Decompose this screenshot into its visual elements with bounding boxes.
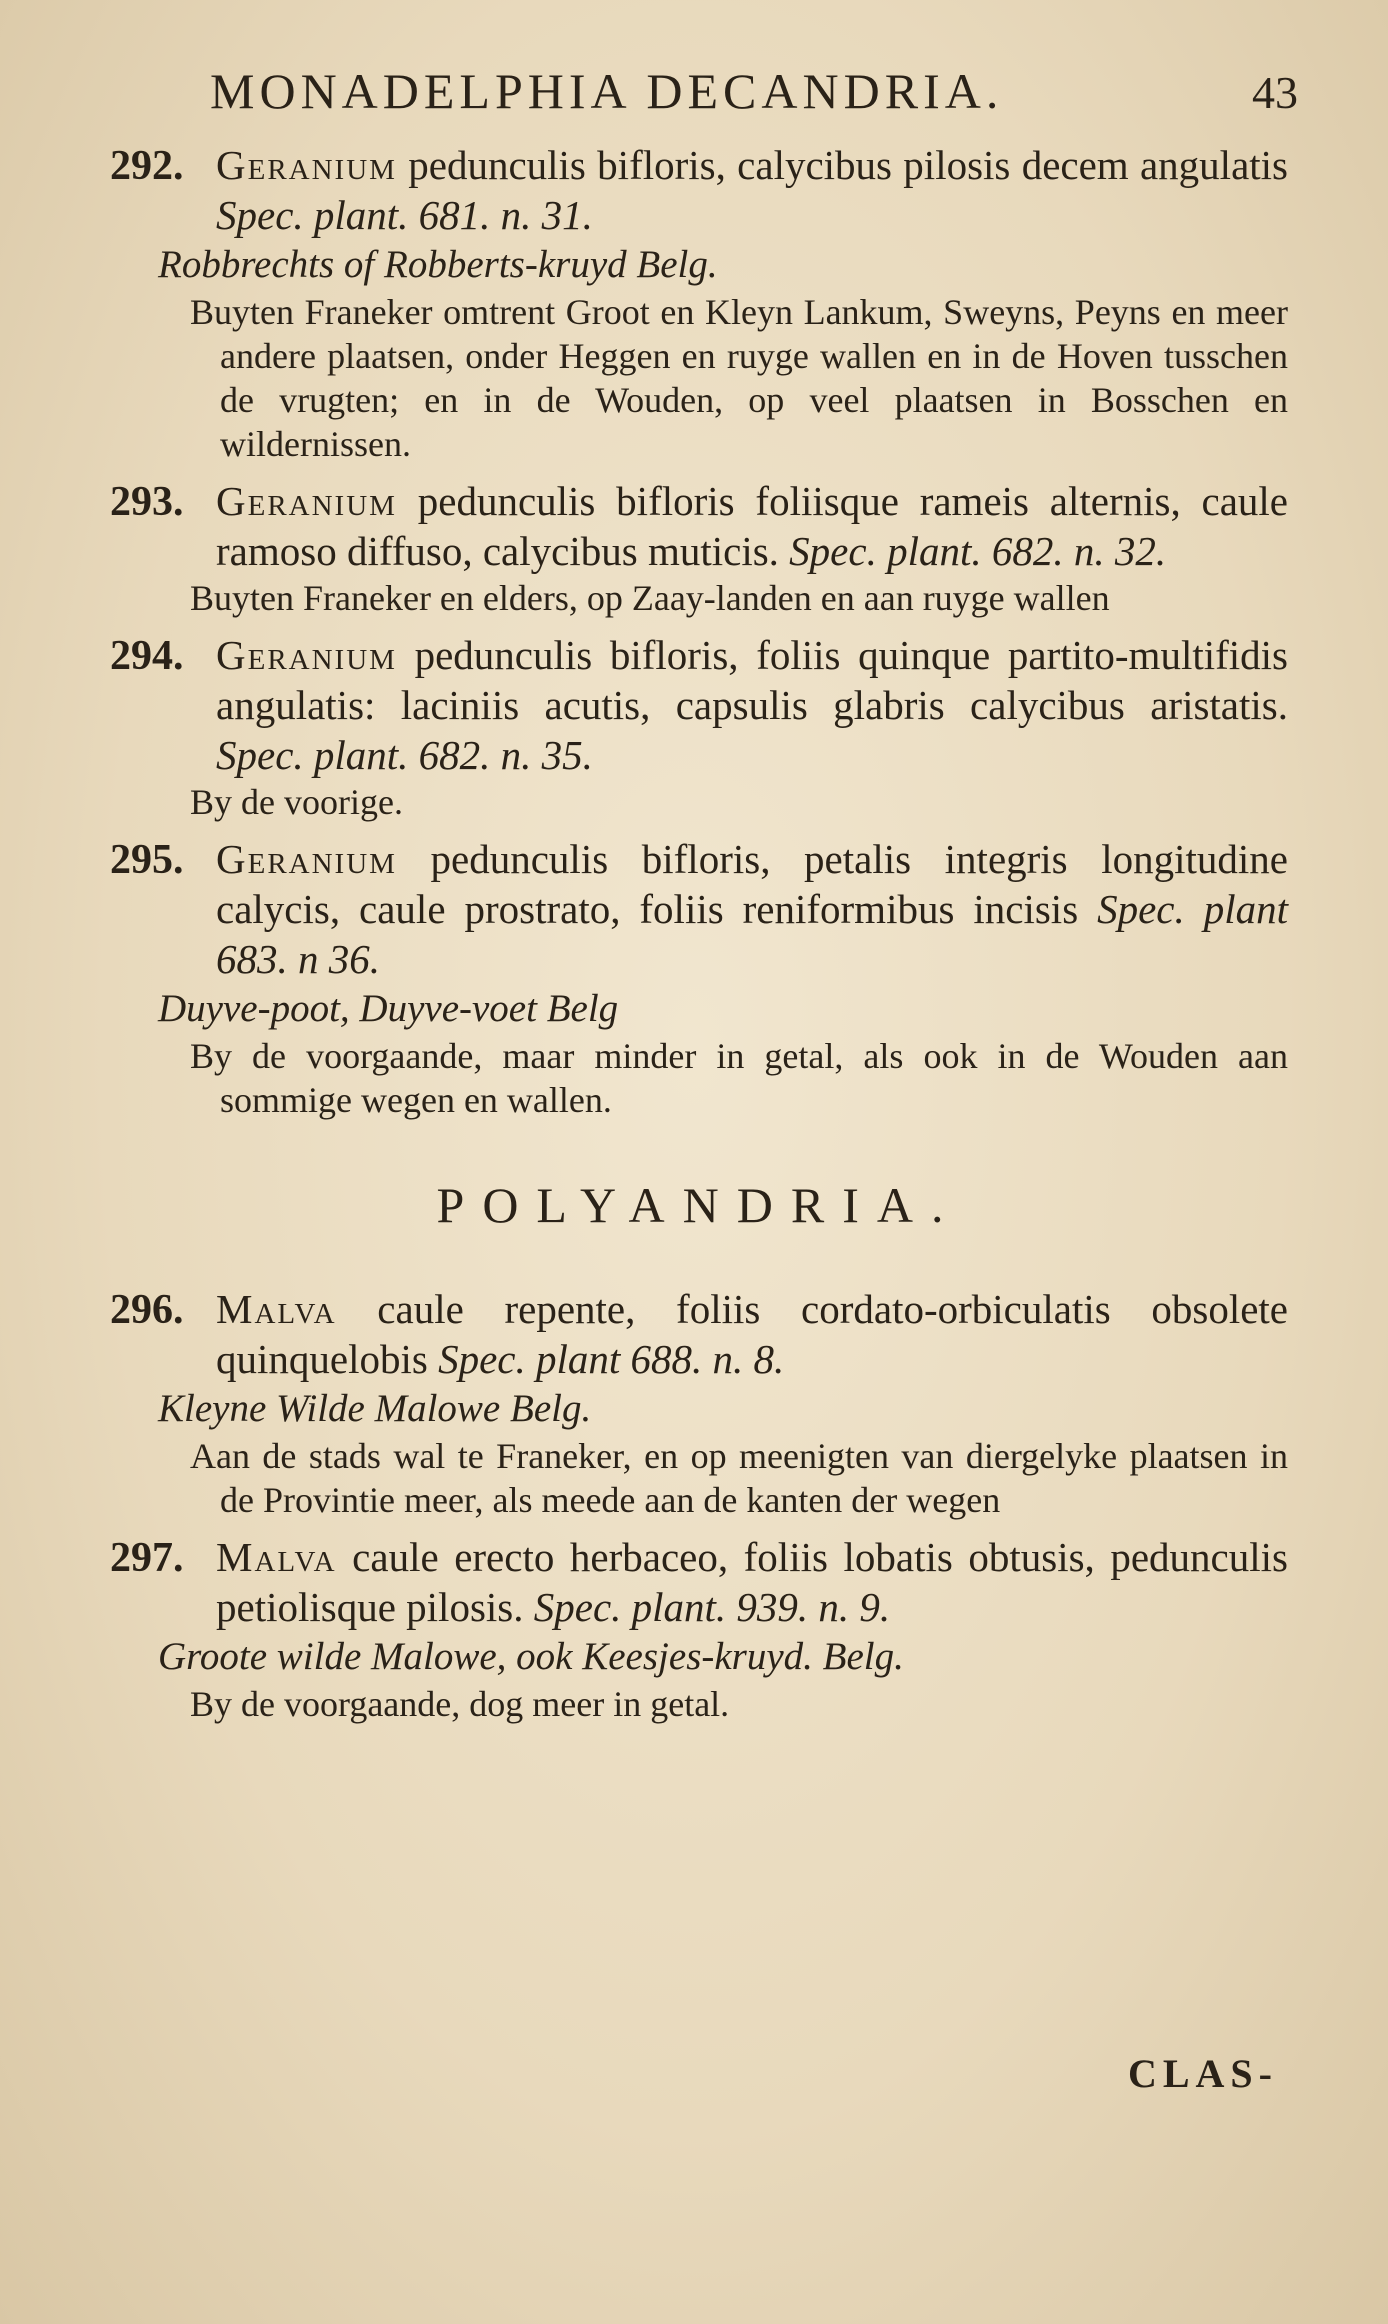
species-entry	[110, 630, 1288, 824]
diagnosis-text: pedunculis bifloris, petalis integris longitudine calycis, caule prostrato, foliis reniformibus incisis	[216, 836, 1288, 932]
vernacular-name: Robbrechts of Robberts-kruyd Belg.	[158, 243, 718, 286]
entry-number: 293.	[110, 479, 184, 525]
genus-name: Malva	[216, 1286, 337, 1332]
locality: By de voorgaande, dog meer in getal.	[190, 1684, 730, 1724]
locality: By de voorige.	[190, 782, 403, 822]
locality: Buyten Franeker omtrent Groot en Kleyn Lankum, Sweyns, Peyns en meer andere plaatsen, onder Heggen en ruyge wallen en in de Hoven tusschen de vrugten; en in de Wouden, op veel plaatsen in Bosschen en wildernissen.	[190, 292, 1288, 464]
page-number: 43	[1252, 67, 1298, 118]
diagnosis	[216, 1532, 1288, 1632]
reference: Spec. plant. 681. n. 31.	[216, 192, 593, 238]
diagnosis	[216, 476, 1288, 576]
species-entry	[110, 476, 1288, 620]
locality: By de voorgaande, maar minder in getal, als ook in de Wouden aan sommige wegen en wallen.	[190, 1036, 1288, 1120]
running-header	[210, 62, 1298, 120]
diagnosis-text: pedunculis bifloris, foliis quinque partito-multifidis angulatis: laciniis acutis, capsulis glabris calycibus aristatis.	[216, 632, 1289, 728]
diagnosis-text: pedunculis bifloris, calycibus pilosis decem angulatis	[408, 142, 1289, 188]
diagnosis-text: caule repente, foliis cordato-orbiculatis obsolete quinquelobis	[216, 1286, 1288, 1382]
locality: Aan de stads wal te Franeker, en op meenigten van diergelyke plaatsen in de Provintie meer, als meede aan de kanten der wegen	[190, 1436, 1288, 1520]
genus-name: Malva	[216, 1534, 337, 1580]
genus-name: Geranium	[216, 632, 397, 678]
diagnosis	[216, 630, 1288, 780]
reference: Spec. plant. 939. n. 9.	[533, 1584, 891, 1630]
running-title: MONADELPHIA DECANDRIA.	[210, 63, 1004, 119]
reference: Spec. plant. 682. n. 32.	[789, 528, 1167, 574]
vernacular-name: Duyve-poot, Duyve-voet Belg	[158, 987, 619, 1030]
genus-name: Geranium	[216, 836, 397, 882]
entry-number: 296.	[110, 1287, 184, 1333]
genus-name: Geranium	[216, 142, 397, 188]
diagnosis	[216, 834, 1288, 984]
entry-number: 294.	[110, 633, 184, 679]
page-body	[110, 140, 1288, 1736]
species-entry	[110, 1284, 1288, 1522]
reference: Spec. plant 683. n 36.	[216, 886, 1288, 982]
locality: Buyten Franeker en elders, op Zaay-landen en aan ruyge wallen	[190, 578, 1110, 618]
species-entry	[110, 1532, 1288, 1726]
reference: Spec. plant. 682. n. 35.	[216, 732, 593, 778]
reference: Spec. plant 688. n. 8.	[438, 1336, 785, 1382]
catchword: CLAS-	[1127, 2051, 1278, 2096]
entry-number: 297.	[110, 1535, 184, 1581]
genus-name: Geranium	[216, 478, 397, 524]
entry-number: 292.	[110, 143, 184, 189]
species-entry	[110, 140, 1288, 466]
vernacular-name: Groote wilde Malowe, ook Keesjes-kruyd. Belg.	[158, 1635, 904, 1678]
vernacular-name: Kleyne Wilde Malowe Belg.	[158, 1387, 592, 1430]
diagnosis-text: pedunculis bifloris foliisque rameis alternis, caule ramoso diffuso, calycibus muticis.	[216, 478, 1289, 574]
species-entry	[110, 834, 1288, 1122]
section-heading: POLYANDRIA.	[436, 1177, 962, 1233]
diagnosis	[216, 140, 1288, 240]
entry-number: 295.	[110, 837, 184, 883]
diagnosis	[216, 1284, 1288, 1384]
diagnosis-text: caule erecto herbaceo, foliis lobatis obtusis, pedunculis petiolisque pilosis.	[216, 1534, 1288, 1630]
